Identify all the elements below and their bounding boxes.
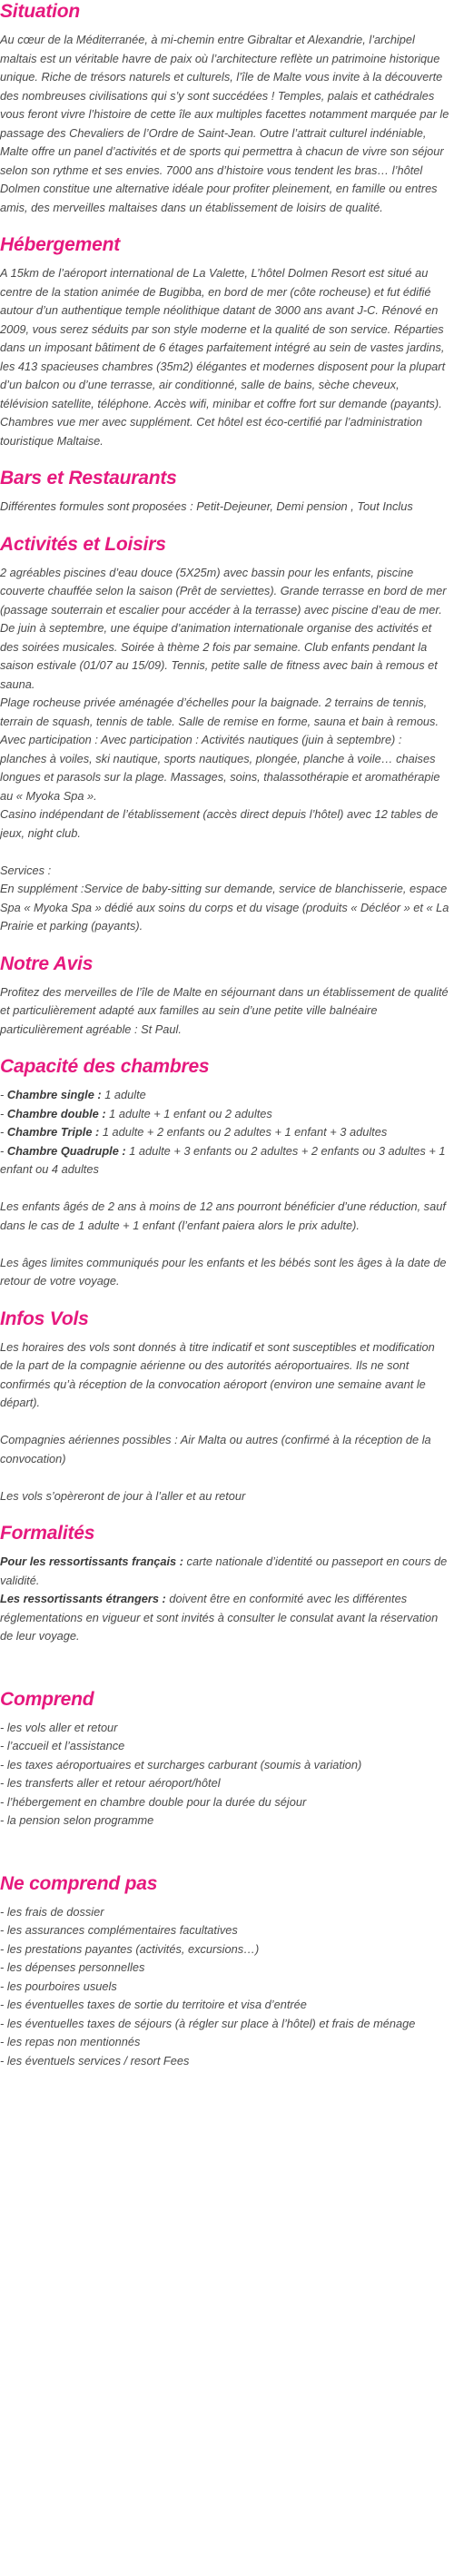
room-type-label: Chambre double : [6, 1106, 106, 1120]
formalite-label: Les ressortissants étrangers : [0, 1592, 166, 1605]
included-item: - les transferts aller et retour aéroport/hôtel [0, 1776, 221, 1790]
airlines-note: Compagnies aériennes possibles : Air Malta ou autres (confirmé à la réception de la convocation) [0, 1433, 431, 1466]
room-type-label: Chambre Triple : [6, 1125, 100, 1139]
section-paragraph: Différentes formules sont proposées : Petit-Dejeuner, Demi pension , Tout Inclus [0, 499, 413, 513]
room-capacity-line [0, 1123, 450, 1142]
formalite-label: Pour les ressortissants français : [0, 1554, 183, 1568]
room-capacity: 1 adulte [101, 1088, 146, 1101]
formalite-text: doivent être en conformité avec les différentes réglementations en vigueur et sont invités à consulter le consulat avant la réservation de leur voyage. [0, 1592, 439, 1643]
dash: - [0, 1143, 7, 1158]
room-capacity-line [0, 1142, 450, 1179]
section-vols [0, 1308, 450, 1506]
services-line: En supplément :Service de baby-sitting sur demande, service de blanchisserie, espace Spa « Myoka Spa » dédié aux soins du corps et du visage (produits « Décléor » et « La Prairie et parking (payants). [0, 882, 449, 933]
room-capacity-line [0, 1105, 450, 1124]
section-title: Infos Vols [0, 1308, 89, 1329]
room-capacity: 1 adulte + 2 enfants ou 2 adultes + 1 enfant + 3 adultes [99, 1125, 388, 1139]
included-item: - la pension selon programme [0, 1813, 154, 1827]
room-type-label: Chambre Quadruple : [6, 1143, 126, 1158]
included-item: - l’hébergement en chambre double pour la durée du séjour [0, 1794, 307, 1809]
included-item: - les vols aller et retour [0, 1720, 118, 1734]
children-note: Les enfants âgés de 2 ans à moins de 12 ans pourront bénéficier d’une réduction, sauf dans le cas de 1 adulte + 1 enfant (l’enfant paiera alors le prix adulte). [0, 1199, 446, 1232]
excluded-item: - les pourboires usuels [0, 1979, 117, 1993]
section-title: Ne comprend pas [0, 1872, 158, 1894]
flight-time-note: Les vols s’opèreront de jour à l’aller et au retour [0, 1488, 246, 1503]
activity-line: 2 agréables piscines d’eau douce (5X25m) avec bassin pour les enfants, piscine couverte chauffée selon la saison (Prêt de serviettes). Grande terrasse en bord de mer (passage souterrain et escalier pour accéder à la terrasse) avec piscine d’eau de mer. De juin à septembre, une équipe d’animation internationale organise des activités et des soirées musicales. Soirée à thème 2 fois par semaine. Club enfants pendant la saison estivale (01/07 au 15/09). Tennis, petite salle de fitness avec bain à remous et sauna. [0, 565, 447, 691]
section-comprend [0, 1688, 450, 1831]
section-title: Bars et Restaurants [0, 468, 177, 489]
section-activites [0, 533, 450, 936]
included-item: - les taxes aéroportuaires et surcharges carburant (soumis à variation) [0, 1757, 362, 1772]
flight-schedule-note: Les horaires des vols sont donnés à titre indicatif et sont susceptibles et modification de la part de la compagnie aérienne ou des autorités aéroportuaires. Ils ne sont confirmés qu’à réception de la convocation aéroport (environ une semaine avant le départ). [0, 1339, 435, 1409]
section-title: Notre Avis [0, 952, 94, 974]
excluded-item: - les éventuelles taxes de sortie du territoire et visa d’entrée [0, 1998, 307, 2011]
activity-line: Avec participation : Avec participation : Activités nautiques (juin à septembre) : planches à voiles, ski nautique, sports nautiques, plongée, planche à voile… chaises longues et parasols sur la plage. Massages, soins, thalassothérapie et aromathérapie au « Myoka Spa ». [0, 733, 440, 803]
section-title: Comprend [0, 1688, 94, 1710]
section-ne-comprend-pas [0, 1872, 450, 2071]
services-heading: Services : [0, 863, 52, 877]
section-title: Hébergement [0, 234, 121, 255]
section-title: Formalités [0, 1523, 95, 1544]
section-paragraph: A 15km de l’aéroport international de La Valette, L’hôtel Dolmen Resort est situé au centre de la station animée de Bugibba, en bord de mer (côte rocheuse) et fut édifié autour d’un authentique temple néolithique datant de 3000 ans avant J-C. Rénové en 2009, vous serez séduits par son style moderne et la qualité de son service. Réparties dans un imposant bâtiment de 6 étages parfaitement intégré au sein de vastes jardins, les 413 spacieuses chambres (35m2) élégantes et modernes disposent pour la plupart d’un balcon ou d’une terrasse, air conditionné, salle de bains, sèche cheveux, télévision satellite, téléphone. Accès wifi, minibar et coffre fort sur demande (payants). Chambres vue mer avec supplément. Cet hôtel est éco-certifié par l’administration touristique Maltaise. [0, 266, 446, 448]
formalite-french [0, 1553, 450, 1590]
room-capacity: 1 adulte + 1 enfant ou 2 adultes [105, 1106, 272, 1120]
excluded-item: - les prestations payantes (activités, excursions…) [0, 1941, 260, 1956]
room-type-label: Chambre single : [6, 1088, 102, 1101]
section-title: Situation [0, 1, 81, 22]
section-situation [0, 0, 450, 217]
activity-line: Plage rocheuse privée aménagée d’échelles pour la baignade. 2 terrains de tennis, terrain de squash, tennis de table. Salle de remise en forme, sauna et bain à remous. [0, 696, 439, 728]
excluded-item: - les repas non mentionnés [0, 2035, 141, 2048]
excluded-item: - les assurances complémentaires facultatives [0, 1923, 238, 1937]
section-paragraph: Profitez des merveilles de l’île de Malte en séjournant dans un établissement de qualité et particulièrement adapté aux familles au sein d’une petite ville balnéaire particulièrement agréable : St Paul. [0, 984, 449, 1036]
room-capacity-line [0, 1086, 450, 1105]
excluded-item: - les frais de dossier [0, 1904, 104, 1919]
room-capacity: 1 adulte + 3 enfants ou 2 adultes + 2 enfants ou 3 adultes + 1 enfant ou 4 adultes [0, 1143, 446, 1176]
excluded-item: - les dépenses personnelles [0, 1960, 145, 1974]
section-title: Activités et Loisirs [0, 533, 166, 555]
section-formalites [0, 1522, 450, 1646]
section-capacite [0, 1055, 450, 1291]
dash: - [0, 1125, 7, 1139]
dash: - [0, 1088, 7, 1101]
activity-line: Casino indépendant de l’établissement (accès direct depuis l’hôtel) avec 12 tables de jeux, night club. [0, 807, 439, 840]
section-title: Capacité des chambres [0, 1056, 210, 1077]
section-hebergement [0, 233, 450, 450]
section-avis [0, 952, 450, 1040]
dash: - [0, 1106, 7, 1120]
age-note: Les âges limites communiqués pour les enfants et les bébés sont les âges à la date de retour de votre voyage. [0, 1255, 447, 1288]
formalite-text: carte nationale d’identité ou passeport en cours de validité. [0, 1554, 448, 1587]
spacer [0, 843, 450, 862]
excluded-item: - les éventuels services / resort Fees [0, 2053, 190, 2068]
excluded-item: - les éventuelles taxes de séjours (à régler sur place à l’hôtel) et frais de ménage [0, 2016, 416, 2030]
formalite-foreign [0, 1590, 450, 1646]
spacer [0, 1179, 450, 1199]
section-paragraph: Au cœur de la Méditerranée, à mi-chemin entre Gibraltar et Alexandrie, l’archipel maltais est un véritable havre de paix où l’architecture reflète un patrimoine historique unique. Riche de trésors naturels et culturels, l’île de Malte vous invite à la découverte des nombreuses civilisations qui s’y sont succédées ! Temples, palais et cathédrales vous feront vivre l’histoire de cette île aux multiples facettes notamment marquée par le passage des Chevaliers de l’Ordre de Saint-Jean. Outre l’attrait culturel indéniable, Malte offre un panel d’activités et de sports qui permettra à chacun de vivre son séjour selon son rythme et ses envies. 7000 ans d’histoire vous tendent les bras… l’hôtel Dolmen constitue une alternative idéale pour profiter pleinement, en famille ou entres amis, des merveilles maltaises dans un établissement de loisirs de qualité. [0, 33, 449, 214]
section-bars-restaurants [0, 467, 450, 517]
included-item: - l’accueil et l’assistance [0, 1739, 125, 1752]
